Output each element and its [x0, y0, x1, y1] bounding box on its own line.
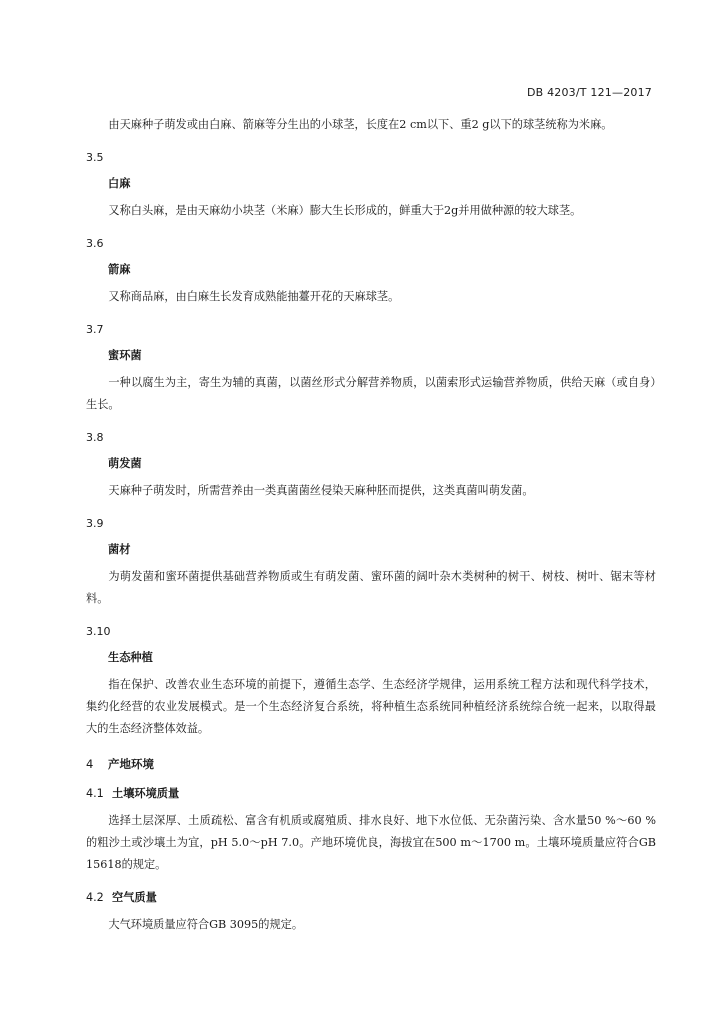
entry-definition: 又称商品麻，由白麻生长发育成熟能抽薹开花的天麻球茎。: [108, 290, 400, 303]
entry-number: 3.5: [86, 151, 104, 164]
entry-definition: 天麻种子萌发时，所需营养由一类真菌菌丝侵染天麻种胚而提供，这类真菌叫萌发菌。: [108, 484, 534, 497]
section-number: 4: [86, 757, 94, 771]
section-heading: [86, 756, 656, 772]
definition-entry: [86, 516, 656, 610]
entry-number: 3.9: [86, 517, 104, 530]
entry-definition: 又称白头麻，是由天麻幼小块茎（米麻）膨大生长形成的，鲜重大于2g并用做种源的较大球茎。: [108, 204, 582, 217]
definition-entry: [86, 236, 656, 308]
subsection-number: 4.1: [86, 787, 104, 800]
entry-definition: 一种以腐生为主，寄生为辅的真菌，以菌丝形式分解营养物质，以菌索形式运输营养物质，供给天麻（或自身）生长。: [86, 376, 656, 411]
definition-entry: [86, 624, 656, 740]
entry-number: 3.10: [86, 625, 111, 638]
subsection-heading: [86, 786, 656, 802]
entry-term: 生态种植: [108, 651, 153, 664]
definition-entry: [86, 150, 656, 222]
section-title: 产地环境: [108, 757, 154, 771]
entry-definition: 指在保护、改善农业生态环境的前提下，遵循生态学、生态经济学规律，运用系统工程方法和现代科学技术，集约化经营的农业发展模式。是一个生态经济复合系统，将种植生态系统同种植经济系统综合统一起来，以取得最大的生态经济整体效益。: [86, 678, 656, 735]
entry-term: 白麻: [108, 177, 131, 190]
subsection-title: 土壤环境质量: [112, 787, 180, 800]
definition-entry: [86, 322, 656, 416]
subsection-title: 空气质量: [112, 891, 157, 904]
entry-term: 萌发菌: [108, 457, 142, 470]
definition-entry: [86, 430, 656, 502]
entry-definition: 为萌发菌和蜜环菌提供基础营养物质或生有萌发菌、蜜环菌的阔叶杂木类树种的树干、树枝、树叶、锯末等材料。: [86, 570, 656, 605]
entry-term: 箭麻: [108, 263, 131, 276]
page-content: [86, 114, 656, 936]
entry-term: 蜜环菌: [108, 349, 142, 362]
intro-paragraph: 由天麻种子萌发或由白麻、箭麻等分生出的小球茎，长度在2 cm以下、重2 g以下的球茎统称为米麻。: [108, 118, 613, 131]
subsection-text: 选择土层深厚、土质疏松、富含有机质或腐殖质、排水良好、地下水位低、无杂菌污染、含水量50 %～60 %的粗沙土或沙壤土为宜，pH 5.0～pH 7.0。产地环境优良，海拔宜在500 m～1700 m。土壤环境质量应符合GB 15618的规定。: [86, 814, 656, 871]
subsection-number: 4.2: [86, 891, 104, 904]
entry-term: 菌材: [108, 543, 131, 556]
subsection-heading: [86, 890, 656, 906]
entry-number: 3.8: [86, 431, 104, 444]
entry-number: 3.7: [86, 323, 104, 336]
document-code: DB 4203/T 121—2017: [526, 86, 652, 99]
subsection-text: 大气环境质量应符合GB 3095的规定。: [108, 918, 304, 931]
entry-number: 3.6: [86, 237, 104, 250]
